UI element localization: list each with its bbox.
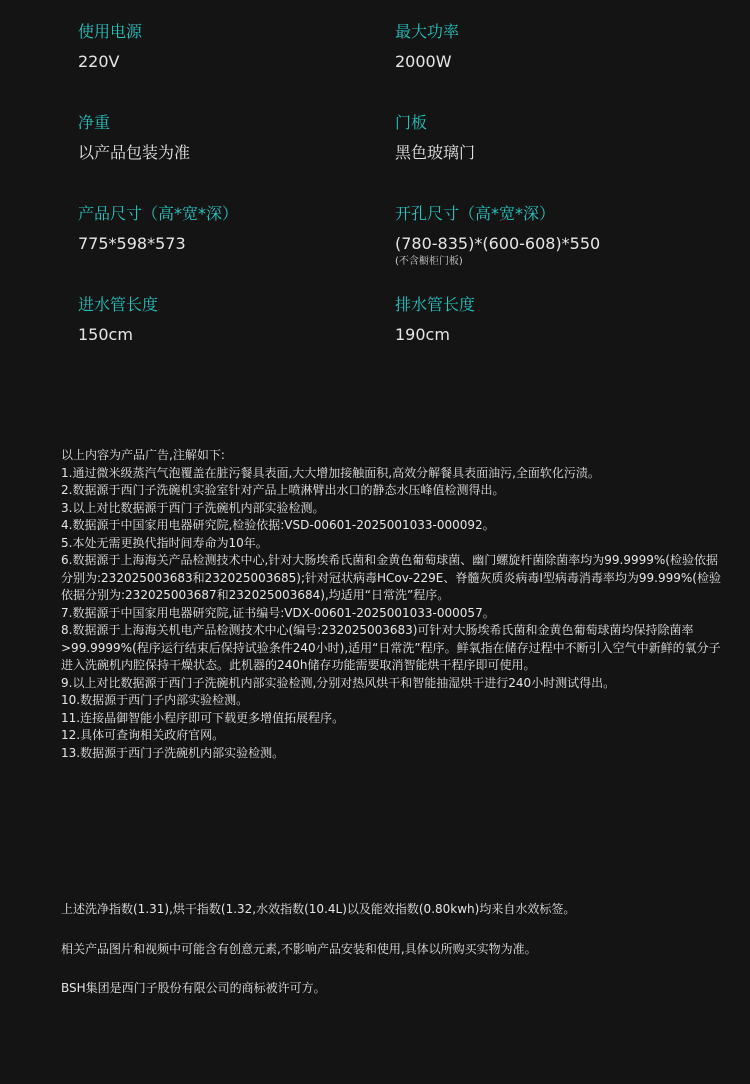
footnotes-intro: 以上内容为产品广告,注解如下: (61, 448, 225, 462)
footnote-item: 3.以上对比数据源于西门子洗碗机内部实验检测。 (61, 500, 325, 515)
footnote-item: 5.本处无需更换代指时间寿命为10年。 (61, 535, 268, 550)
spec-label: 门板 (395, 113, 428, 132)
spec-door-panel (395, 113, 475, 163)
spec-value: (780-835)*(600-608)*550 (395, 234, 601, 253)
footer-disclaimer: 相关产品图片和视频中可能含有创意元素,不影响产品安装和使用,具体以所购买实物为准。 (61, 942, 537, 956)
spec-value: 以产品包装为准 (78, 143, 191, 162)
footnote-item: 1.通过微米级蒸汽气泡覆盖在脏污餐具表面,大大增加接触面积,高效分解餐具表面油污,全面软化污渍。 (61, 465, 600, 480)
spec-product-size (78, 204, 238, 254)
footnote-item: 9.以上对比数据源于西门子洗碗机内部实验检测,分别对热风烘干和智能抽湿烘干进行240小时测试得出。 (61, 675, 616, 690)
footer-efficiency-note: 上述洗净指数(1.31),烘干指数(1.32,水效指数(10.4L)以及能效指数(0.80kwh)均来自水效标签。 (61, 902, 576, 916)
spec-label: 排水管长度 (395, 295, 476, 314)
spec-value: 黑色玻璃门 (395, 143, 476, 162)
spec-value: 190cm (395, 325, 450, 344)
spec-value: 2000W (395, 52, 452, 71)
footnote-item: 10.数据源于西门子内部实验检测。 (61, 693, 249, 707)
spec-label: 开孔尺寸（高*宽*深） (395, 204, 556, 223)
spec-net-weight (78, 113, 190, 163)
spec-label: 产品尺寸（高*宽*深） (78, 204, 239, 223)
spec-power-supply (78, 22, 142, 72)
spec-label: 进水管长度 (78, 295, 159, 314)
spec-label: 使用电源 (78, 22, 143, 41)
footer-trademark-note: BSH集团是西门子股份有限公司的商标被许可方。 (61, 981, 326, 995)
spec-note: (不含橱柜门板) (395, 256, 463, 267)
footnote-item: 12.具体可查询相关政府官网。 (61, 728, 225, 742)
footnote-item: 7.数据源于中国家用电器研究院,证书编号:VDX-00601-2025001033-000057。 (61, 605, 495, 620)
spec-inlet-hose-length (78, 295, 158, 345)
spec-max-power (395, 22, 459, 72)
footnote-item: 13.数据源于西门子洗碗机内部实验检测。 (61, 745, 285, 760)
footnote-item: 11.连接晶御智能小程序即可下载更多增值拓展程序。 (61, 710, 345, 725)
spec-value: 775*598*573 (78, 234, 186, 253)
footnote-item: 8.数据源于上海海关机电产品检测技术中心(编号:232025003683)可针对大肠埃希氏菌和金黄色葡萄球菌均保持除菌率 >99.9999%(程序运行结束后保持试验条件240小时),适用“日常洗”程序。鲜氧指在储存过程中不断引入空气中新鲜的氧分子进入洗碗机内腔保持干燥状态。此机器的240h储存功能需要取消智能烘干程序即可使用。 (61, 623, 721, 672)
spec-drain-hose-length (395, 295, 475, 345)
spec-cutout-size (395, 204, 600, 268)
footnote-item: 6.数据源于上海海关产品检测技术中心,针对大肠埃希氏菌和金黄色葡萄球菌、幽门螺旋杆菌除菌率均为99.9999%(检验依据分别为:232025003683和232025003685);针对冠状病毒HCov-229E、脊髓灰质炎病毒I型病毒消毒率均为99.999%(检验依据分别为:232025003687和232025003684),均适用“日常洗”程序。 (61, 553, 721, 602)
footnote-item: 2.数据源于西门子洗碗机实验室针对产品上喷淋臂出水口的静态水压峰值检测得出。 (61, 483, 505, 497)
footnotes (61, 447, 721, 762)
spec-value: 150cm (78, 325, 133, 344)
spec-label: 净重 (78, 113, 111, 132)
spec-label: 最大功率 (395, 22, 460, 41)
footnote-item: 4.数据源于中国家用电器研究院,检验依据:VSD-00601-2025001033-000092。 (61, 518, 495, 532)
spec-value: 220V (78, 52, 120, 71)
